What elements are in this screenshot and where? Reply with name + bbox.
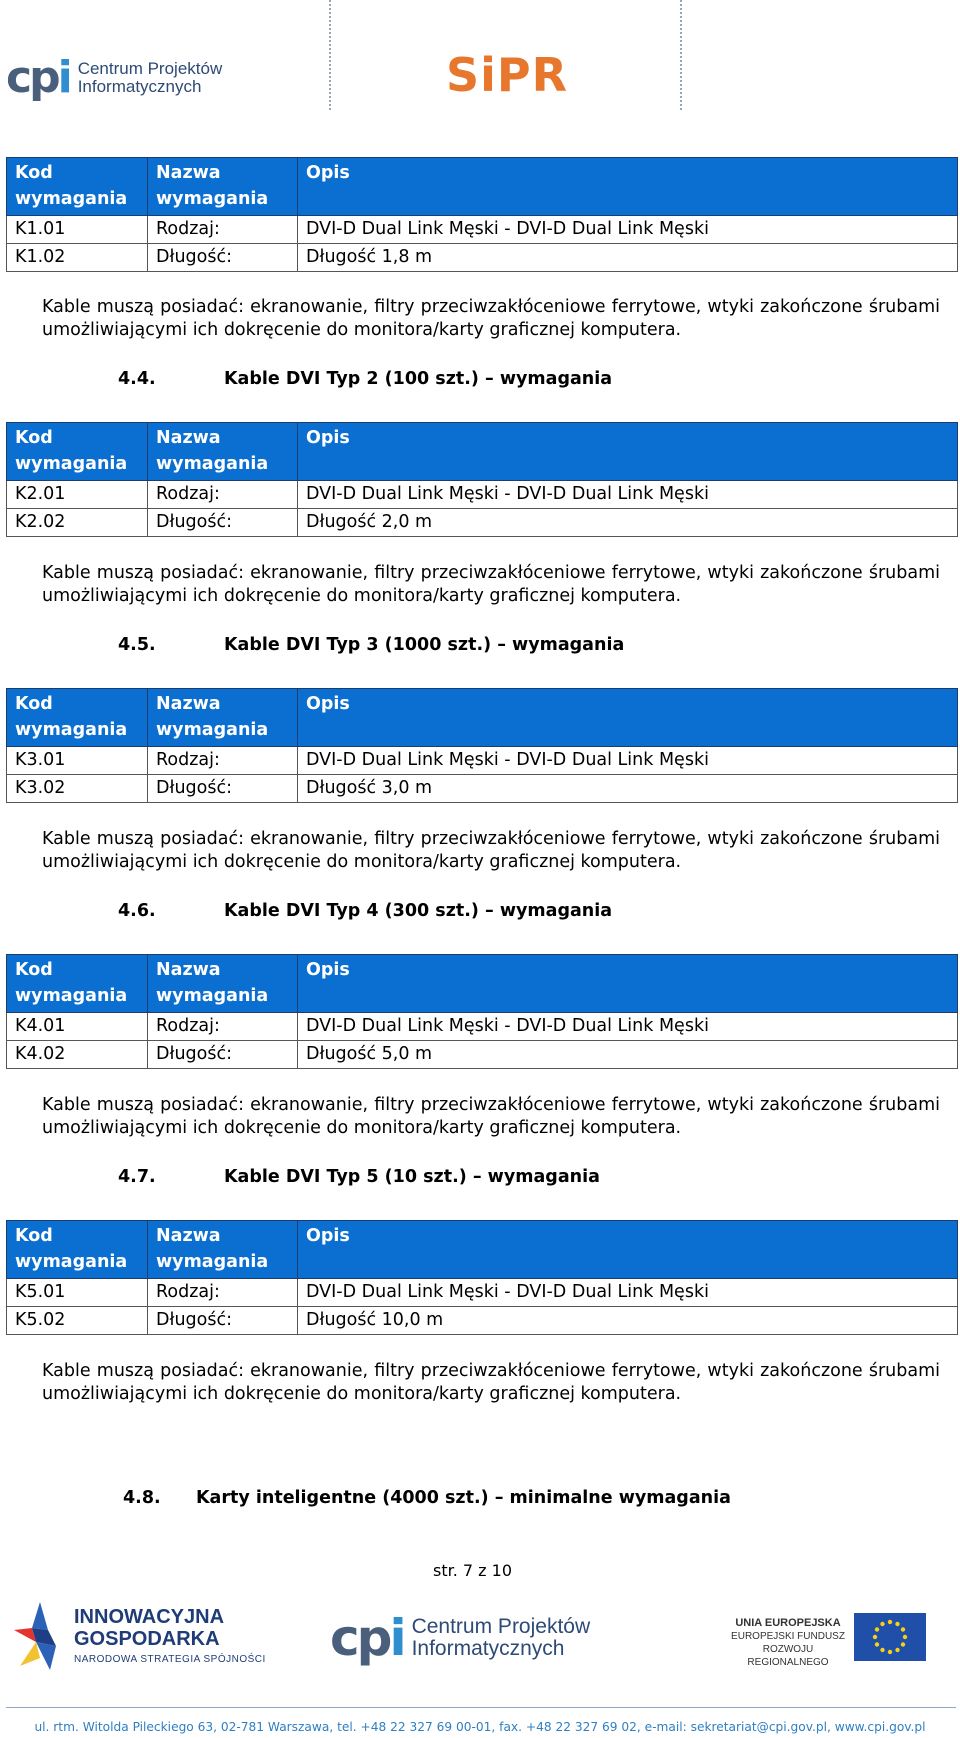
header-nazwa: Nazwa wymagania — [148, 955, 298, 1013]
eu-line2: EUROPEJSKI FUNDUSZ — [731, 1631, 845, 1642]
header-divider-left — [329, 0, 331, 110]
section-heading-4-6 — [118, 901, 613, 921]
table-row — [7, 216, 958, 244]
table-header-row — [7, 955, 958, 1013]
cell-name: Rodzaj: — [148, 1279, 298, 1307]
table-row — [7, 244, 958, 272]
cell-name: Długość: — [148, 1041, 298, 1069]
cell-desc: DVI-D Dual Link Męski - DVI-D Dual Link Męski — [298, 1279, 958, 1307]
header-opis: Opis — [298, 689, 958, 747]
cell-code: K2.02 — [7, 509, 148, 537]
cell-desc: Długość 3,0 m — [298, 775, 958, 803]
heading-number: 4.5. — [118, 635, 156, 655]
cpi-logo-mark: cpi — [330, 1609, 404, 1667]
cell-code: K5.01 — [7, 1279, 148, 1307]
footer-address: ul. rtm. Witolda Pileckiego 63, 02-781 Warszawa, tel. +48 22 327 69 00-01, fax. +48 22 327 69 02, e-mail: sekretariat@cpi.gov.pl, www.cpi.gov.pl — [34, 1720, 926, 1734]
header-opis: Opis — [298, 1221, 958, 1279]
cell-desc: Długość 5,0 m — [298, 1041, 958, 1069]
table-header-row — [7, 158, 958, 216]
cell-name: Długość: — [148, 775, 298, 803]
cpi-logo-line1: Centrum Projektów — [77, 59, 223, 79]
header-opis: Opis — [298, 423, 958, 481]
cell-code: K5.02 — [7, 1307, 148, 1335]
page-number: str. 7 z 10 — [433, 1561, 512, 1580]
ig-line3: NARODOWA STRATEGIA SPÓJNOŚCI — [74, 1653, 266, 1665]
header-kod: Kod wymagania — [7, 955, 148, 1013]
sipr-logo: SiPR — [446, 48, 569, 102]
section-heading-4-8 — [123, 1488, 731, 1508]
eu-line3: ROZWOJU REGIONALNEGO — [747, 1644, 829, 1668]
heading-title: Kable DVI Typ 2 (100 szt.) – wymagania — [224, 369, 613, 389]
header-kod: Kod wymagania — [7, 158, 148, 216]
eu-flag-icon — [854, 1613, 926, 1661]
header-nazwa: Nazwa wymagania — [148, 423, 298, 481]
cell-desc: DVI-D Dual Link Męski - DVI-D Dual Link Męski — [298, 481, 958, 509]
cell-code: K4.02 — [7, 1041, 148, 1069]
section-heading-4-7 — [118, 1167, 600, 1187]
section-heading-4-5 — [118, 635, 625, 655]
section-note-k4: Kable muszą posiadać: ekranowanie, filtry przeciwzakłóceniowe ferrytowe, wtyki zakończone śrubami umożliwiającymi ich dokręcenie do monitora/karty graficznej komputera. — [42, 1095, 940, 1138]
cell-name: Rodzaj: — [148, 1013, 298, 1041]
eu-line1: UNIA EUROPEJSKA — [735, 1617, 841, 1629]
cell-code: K1.01 — [7, 216, 148, 244]
cell-name: Rodzaj: — [148, 481, 298, 509]
innowacyjna-gospodarka-logo — [10, 1600, 266, 1670]
requirements-table-k1 — [6, 157, 958, 272]
cell-desc: DVI-D Dual Link Męski - DVI-D Dual Link Męski — [298, 1013, 958, 1041]
header-opis: Opis — [298, 158, 958, 216]
cell-desc: Długość 1,8 m — [298, 244, 958, 272]
table-header-row — [7, 689, 958, 747]
cpi-logo-line1: Centrum Projektów — [411, 1614, 591, 1638]
cell-name: Długość: — [148, 244, 298, 272]
eu-fund-text — [726, 1617, 850, 1669]
cell-code: K2.01 — [7, 481, 148, 509]
table-header-row — [7, 423, 958, 481]
cpi-logo-mark: cpi — [6, 52, 70, 103]
header-nazwa: Nazwa wymagania — [148, 158, 298, 216]
requirements-table-k4 — [6, 954, 958, 1069]
cell-code: K3.01 — [7, 747, 148, 775]
cell-code: K3.02 — [7, 775, 148, 803]
section-note-k2: Kable muszą posiadać: ekranowanie, filtry przeciwzakłóceniowe ferrytowe, wtyki zakończone śrubami umożliwiającymi ich dokręcenie do monitora/karty graficznej komputera. — [42, 563, 940, 606]
heading-title: Kable DVI Typ 5 (10 szt.) – wymagania — [224, 1167, 600, 1187]
header-opis: Opis — [298, 955, 958, 1013]
ig-star-icon — [10, 1600, 60, 1670]
section-note-k3: Kable muszą posiadać: ekranowanie, filtry przeciwzakłóceniowe ferrytowe, wtyki zakończone śrubami umożliwiającymi ich dokręcenie do monitora/karty graficznej komputera. — [42, 829, 940, 872]
cpi-logo-line2: Informatycznych — [411, 1637, 565, 1660]
cell-desc: DVI-D Dual Link Męski - DVI-D Dual Link Męski — [298, 216, 958, 244]
heading-number: 4.7. — [118, 1167, 156, 1187]
requirements-table-k5 — [6, 1220, 958, 1335]
table-row — [7, 747, 958, 775]
heading-title: Kable DVI Typ 4 (300 szt.) – wymagania — [224, 901, 613, 921]
cell-code: K1.02 — [7, 244, 148, 272]
requirements-table-k3 — [6, 688, 958, 803]
heading-title: Kable DVI Typ 3 (1000 szt.) – wymagania — [224, 635, 625, 655]
header-kod: Kod wymagania — [7, 689, 148, 747]
cell-desc: Długość 10,0 m — [298, 1307, 958, 1335]
table-row — [7, 1041, 958, 1069]
header-divider-right — [680, 0, 682, 110]
heading-number: 4.6. — [118, 901, 156, 921]
section-note-k5: Kable muszą posiadać: ekranowanie, filtry przeciwzakłóceniowe ferrytowe, wtyki zakończone śrubami umożliwiającymi ich dokręcenie do monitora/karty graficznej komputera. — [42, 1361, 940, 1404]
table-header-row — [7, 1221, 958, 1279]
table-row — [7, 481, 958, 509]
table-row — [7, 1279, 958, 1307]
cell-code: K4.01 — [7, 1013, 148, 1041]
footer-divider — [6, 1707, 956, 1708]
table-row — [7, 509, 958, 537]
header-cpi-logo — [6, 52, 223, 103]
table-row — [7, 1307, 958, 1335]
header-kod: Kod wymagania — [7, 1221, 148, 1279]
heading-number: 4.4. — [118, 369, 156, 389]
section-heading-4-4 — [118, 369, 613, 389]
table-row — [7, 775, 958, 803]
table-row — [7, 1013, 958, 1041]
cell-name: Długość: — [148, 509, 298, 537]
cell-name: Rodzaj: — [148, 747, 298, 775]
cell-desc: DVI-D Dual Link Męski - DVI-D Dual Link Męski — [298, 747, 958, 775]
header-kod: Kod wymagania — [7, 423, 148, 481]
header-nazwa: Nazwa wymagania — [148, 1221, 298, 1279]
ig-line2: GOSPODARKA — [74, 1627, 220, 1650]
ig-line1: INNOWACYJNA — [74, 1605, 225, 1628]
section-note-k1: Kable muszą posiadać: ekranowanie, filtry przeciwzakłóceniowe ferrytowe, wtyki zakończone śrubami umożliwiającymi ich dokręcenie do monitora/karty graficznej komputera. — [42, 297, 940, 340]
cell-name: Długość: — [148, 1307, 298, 1335]
heading-number: 4.8. — [123, 1488, 161, 1508]
heading-title: Karty inteligentne (4000 szt.) – minimalne wymagania — [196, 1488, 731, 1508]
requirements-table-k2 — [6, 422, 958, 537]
header-nazwa: Nazwa wymagania — [148, 689, 298, 747]
footer-cpi-logo — [330, 1609, 591, 1667]
cell-name: Rodzaj: — [148, 216, 298, 244]
cell-desc: Długość 2,0 m — [298, 509, 958, 537]
cpi-logo-line2: Informatycznych — [77, 77, 202, 96]
